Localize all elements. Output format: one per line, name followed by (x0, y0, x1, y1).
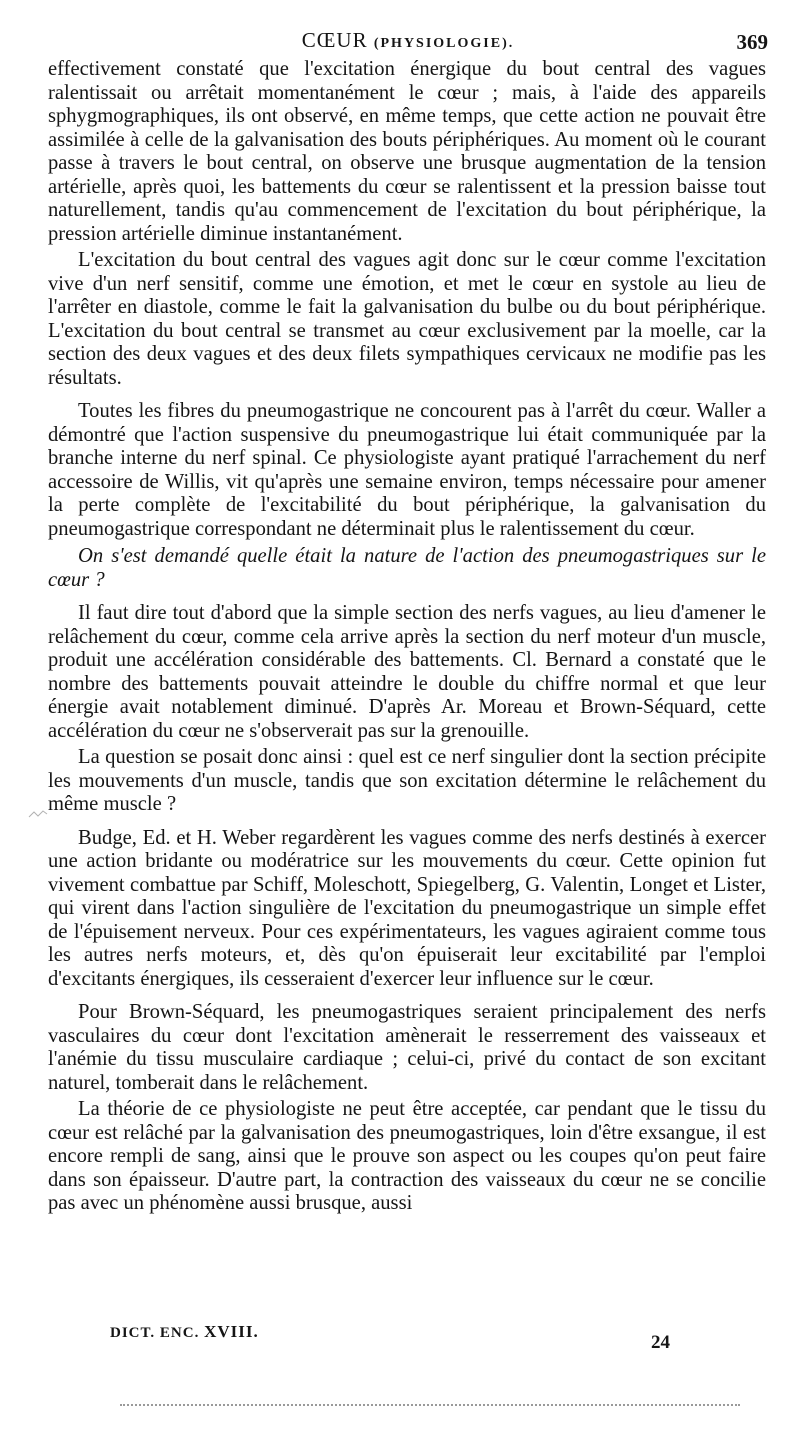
paragraph-theory: La théorie de ce physiologiste ne peut être acceptée, car pendant que le tissu du cœur est relâché par la galvanisation des pneumogastriques, loin d'être exsangue, il est encore rempli de sang, ainsi que le prouve son aspect ou les coupes qu'on peut faire dans son épaisseur. D'autre part, la contraction des vaisseaux du cœur ne se concilie pas avec un phénomène aussi brusque, aussi (48, 1098, 766, 1214)
printer-signature (110, 1322, 259, 1342)
volume-number: XVIII. (204, 1322, 259, 1341)
page-number: 369 (736, 30, 768, 54)
paragraph-brown-sequard: Pour Brown-Séquard, les pneumogastriques seraient principalement des nerfs vasculaires du cœur dont l'excitation amènerait le resserrement des vaisseaux et l'anémie du tissu musculaire cardiaque ; celui-ci, privé du contact de son excitant naturel, tomberait dans le relâchement. (48, 1001, 766, 1094)
article-title: CŒUR (301, 28, 368, 52)
paragraph-central-excitation: L'excitation du bout central des vagues agit donc sur le cœur comme l'excitation vive d'un nerf sensitif, comme une émotion, et met le cœur en systole au lieu de l'arrêter en diastole, comme le fait la galvanisation du bulbe ou du bout périphérique. L'excitation du bout central se transmet au cœur exclusivement par la moelle, car la section des deux vagues et des deux filets sympathiques cervicaux ne modifie pas les résultats. (48, 249, 766, 389)
running-title (48, 28, 768, 53)
article-subtitle: (PHYSIOLOGIE). (373, 36, 515, 51)
paragraph-section-vagues: Il faut dire tout d'abord que la simple section des nerfs vagues, au lieu d'amener le relâchement du cœur, comme cela arrive après la section du nerf moteur d'un muscle, produit une accélération considérable des battements. Cl. Bernard a constaté que le nombre des battements pouvait atteindre le double du chiffre normal et que leur énergie avait notablement diminué. D'après Ar. Moreau et Brown-Séquard, cette accélération du cœur ne s'observerait pas sur la grenouille. (48, 602, 766, 742)
margin-pencil-mark (28, 808, 48, 820)
bottom-scan-line (120, 1404, 740, 1406)
paragraph-question: La question se posait donc ainsi : quel est ce nerf singulier dont la section précipite les mouvements d'un muscle, tandis que son excitation détermine le relâchement du même muscle ? (48, 746, 766, 815)
page-footer (110, 1320, 670, 1360)
running-head (48, 28, 768, 58)
paragraph-budge-weber: Budge, Ed. et H. Weber regardèrent les vagues comme des nerfs destinés à exercer une action bridante ou modératrice sur les mouvements du cœur. Cette opinion fut vivement combattue par Schiff, Moleschott, Spiegelberg, G. Valentin, Longet et Lister, qui virent dans l'action singulière de l'excitation du pneumogastrique un simple effet de l'épuisement nerveux. Pour ces expérimentateurs, les vagues agiraient comme tous les autres nerfs moteurs, et, dès qu'on épuiserait leur excitabilité par l'emploi d'excitants énergiques, ils cesseraient d'exercer leur influence sur le cœur. (48, 826, 766, 990)
paragraph-fibres: Toutes les fibres du pneumogastrique ne concourent pas à l'arrêt du cœur. Waller a démontré que l'action suspensive du pneumogastrique lui était communiquée par la branche interne du nerf spinal. Ce physiologiste ayant pratiqué l'arrachement du nerf accessoire de Willis, vit qu'après une semaine environ, temps nécessaire pour amener la perte complète de l'excitabilité du bout périphérique, la galvanisation du pneumogastrique correspondant ne déterminait plus le ralentissement du cœur. (48, 400, 766, 540)
paragraph-continuation: effectivement constaté que l'excitation énergique du bout central des vagues ralentissait ou arrêtait momentanément le cœur ; mais, à l'aide des appareils sphygmographiques, ils ont observé, en même temps, que cette action ne pouvait être assimilée à celle de la galvanisation des bouts périphériques. Au moment où le courant passe à travers le bout central, on observe une brusque augmentation de la tension artérielle, après quoi, les battements du cœur se ralentissent et la pression baisse tout naturellement, tandis qu'au commencement de l'excitation du bout périphérique, la pression artérielle diminue instantanément. (48, 58, 766, 245)
sheet-number: 24 (651, 1332, 670, 1353)
body-text (48, 58, 766, 1219)
signature-label: DICT. ENC. (110, 1325, 200, 1341)
question-heading: On s'est demandé quelle était la nature de l'action des pneumogastriques sur le cœur ? (48, 545, 766, 591)
